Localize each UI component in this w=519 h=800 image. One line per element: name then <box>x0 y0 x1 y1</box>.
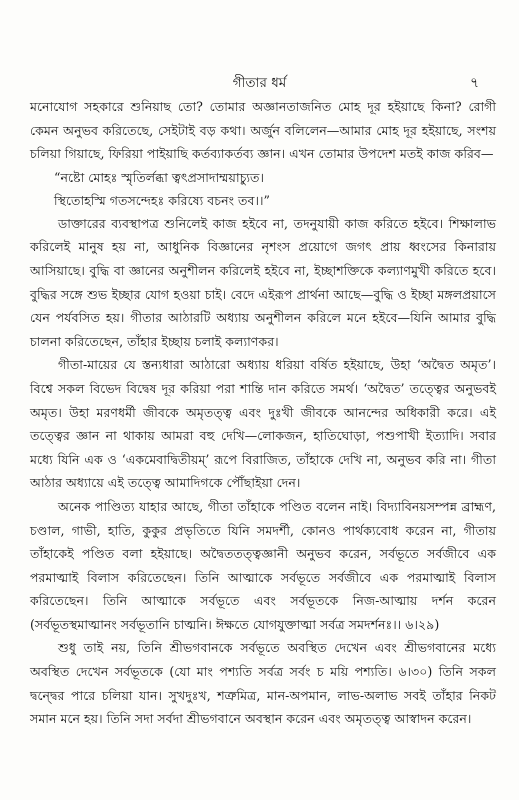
paragraph-4: অনেক পাণ্ডিত্য যাহার আছে, গীতা তাঁহাকে পণ্ডিত বলেন নাই। বিদ্যাবিনয়সম্পন্ন ব্রাহ্মণ, চণ্ডাল, গাভী, হাতি, কুকুর প্রভৃতিতে যিনি সমদর্শী, কোনও পার্থক্যবোধ করেন না, গীতায় তাঁহাকেই পণ্ডিত বলা হইয়াছে। অদ্বৈততত্ত্বজ্ঞানী অনুভব করেন, সর্বভূতে সর্বজীবে এক পরমাত্মাই বিলাস করিতেছেন। তিনি আত্মাকে সর্বভূতে সর্বজীবে এক পরমাত্মাই বিলাস করিতেছেন। তিনি আত্মাকে সর্বভূতে এবং সর্বভূতকে নিজ-আত্মায় দর্শন করেন (সর্বভূতস্থমাত্মানং সর্বভূতানি চাত্মনি। ঈক্ষতে যোগযুক্তাত্মা সর্বত্র সমদর্শনঃ।। ৬।২৯) <box>30 498 496 632</box>
verse-line-2: স্থিতোহস্মি গতসন্দেহঃ করিষ্যে বচনং তব।।” <box>54 192 270 208</box>
paragraph-1: মনোযোগ সহকারে শুনিয়াছ তো? তোমার অজ্ঞানতাজনিত মোহ দূর হইয়াছে কিনা? রোগী কেমন অনুভব করিতেছে, সেইটাই বড় কথা। অর্জুন বলিলেন—আমার মোহ দূর হইয়াছে, সংশয় চলিয়া গিয়াছে, ফিরিয়া পাইয়াছি কর্তব্যাকর্তব্য জ্ঞান। এখন তোমার উপদেশ মতই কাজ করিব— <box>30 99 496 162</box>
paragraph-3: গীতা-মায়ের যে স্তন্যধারা আঠারো অধ্যায় ধরিয়া বর্ষিত হইয়াছে, উহা ‘অদ্বৈত অমৃত’। বিশ্বে সকল বিভেদ বিদ্বেষ দূর করিয়া পরা শান্তি দান করিতে সমর্থ। ‘অদ্বৈত’ তত্ত্বের অনুভবই অমৃত। উহা মরণধর্মী জীবকে অমৃতত্ত্ব এবং দুঃখী জীবকে আনন্দের অধিকারী করে। এই তত্ত্বের জ্ঞান না থাকায় আমরা বহু দেখি—লোকজন, হাতিঘোড়া, পশুপাখী ইত্যাদি। সবার মধ্যে যিনি এক ও ‘একমেবাদ্বিতীয়ম্’ রূপে বিরাজিত, তাঁহাকে দেখি না, অনুভব করি না। গীতা আঠার অধ্যায়ে এই তত্ত্বে আমাদিগকে পৌঁছাইয়া দেন। <box>30 357 496 491</box>
page-body <box>30 95 496 731</box>
paragraph-2: ডাক্তারের ব্যবস্থাপত্র শুনিলেই কাজ হইবে না, তদনুযায়ী কাজ করিতে হইবে। শিক্ষালাভ করিলেই মানুষ হয় না, আধুনিক বিজ্ঞানের নৃশংস প্রয়োগে জগৎ প্রায় ধ্বংসের কিনারায় আসিয়াছে। বুদ্ধি বা জ্ঞানের অনুশীলন করিলেই হইবে না, ইচ্ছাশক্তিকে কল্যাণমুখী করিতে হবে। বুদ্ধির সঙ্গে শুভ ইচ্ছার যোগ হওয়া চাই। বেদে এইরূপ প্রার্থনা আছে—বুদ্ধি ও ইচ্ছা মঙ্গলপ্রয়াসে যেন পর্যবসিত হয়। গীতার আঠারটি অধ্যায় অনুশীলন করিলে মনে হইবে—যিনি আমার বুদ্ধি চালনা করিতেছেন, তাঁহার ইচ্ছায় চলাই কল্যাণকর। <box>30 215 496 349</box>
running-title: গীতার ধর্ম <box>232 75 287 91</box>
sanskrit-verse <box>30 166 496 212</box>
paragraph-5: শুধু তাই নয়, তিনি শ্রীভগবানকে সর্বভূতে অবস্থিত দেখেন এবং শ্রীভগবানের মধ্যে অবস্থিত দেখেন সর্বভূতকে (যো মাং পশ্যতি সর্বত্র সর্বং চ ময়ি পশ্যতি। ৬।৩০) তিনি সকল দ্বন্দ্বের পারে চলিয়া যান। সুখদুঃখ, শত্রুমিত্র, মান-অপমান, লাভ-অলাভ সবই তাঁহার নিকট সমান মনে হয়। তিনি সদা সর্বদা শ্রীভগবানে অবস্থান করেন এবং অমৃতত্ত্ব আস্বাদন করেন। <box>30 640 496 727</box>
verse-line-1: “নষ্টো মোহঃ স্মৃতির্লব্ধা ত্বৎপ্রসাদাম্ময়াচ্যুত। <box>54 169 265 185</box>
page-number: ৭ <box>470 75 480 91</box>
